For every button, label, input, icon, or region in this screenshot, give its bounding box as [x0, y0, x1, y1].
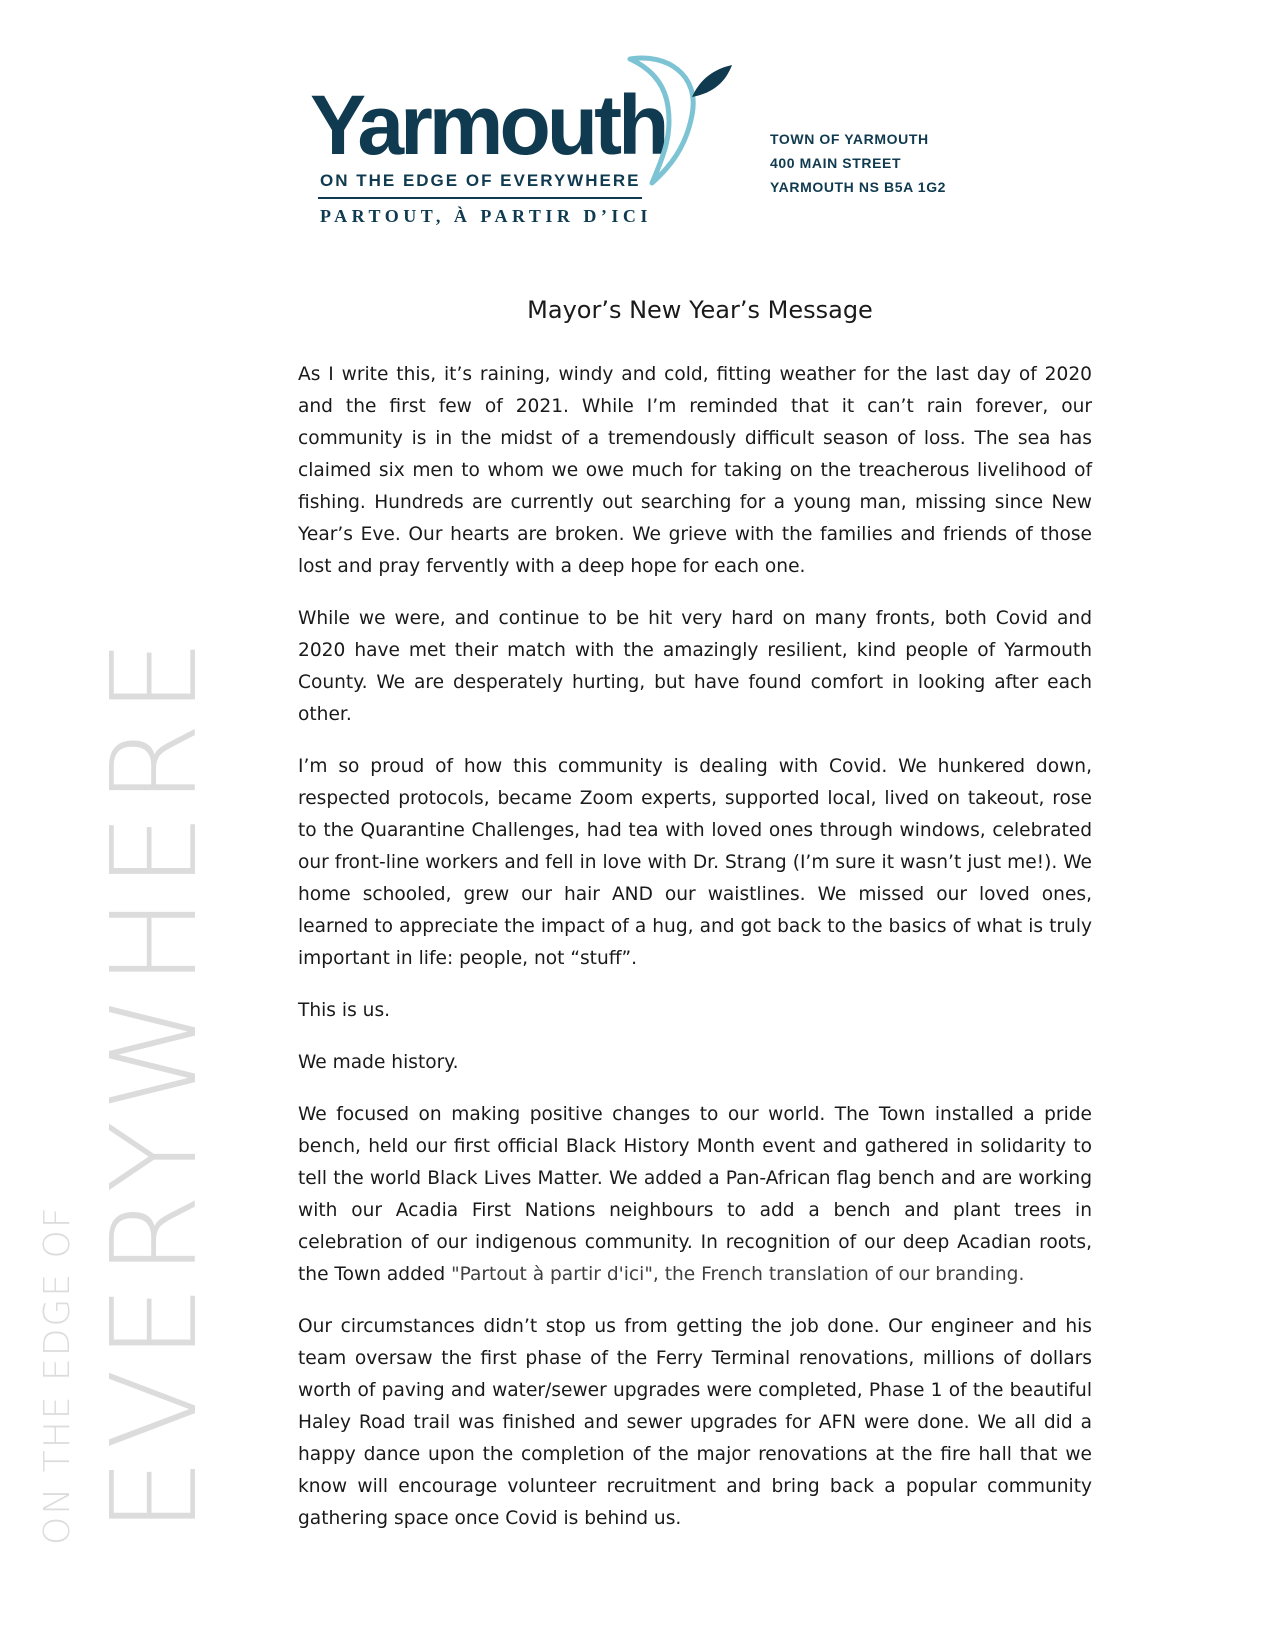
leaf-icon — [622, 55, 732, 190]
logo-tagline: ON THE EDGE OF EVERYWHERE — [320, 171, 641, 190]
letter-body — [298, 359, 1092, 1555]
logo-wordmark: Yarmouth — [310, 78, 666, 172]
watermark-large-text: EVERYWHERE — [85, 630, 223, 1533]
paragraph-6-french-branding: "Partout à partir d'ici", the French translation of our branding. — [451, 1264, 1025, 1285]
paragraph-4: This is us. — [298, 1000, 391, 1021]
paragraph-5: We made history. — [298, 1052, 459, 1073]
letter-title: Mayor’s New Year’s Message — [527, 296, 873, 324]
paragraph-6 — [298, 1099, 1092, 1291]
paragraph-7: Our circumstances didn’t stop us from getting the job done. Our engineer and his team oversaw the first phase of the Ferry Terminal renovations, millions of dollars worth of paving and water/sewer upgrades were completed, Phase 1 of the beautiful Haley Road trail was finished and sewer upgrades for AFN were done. We all did a happy dance upon the completion of the major renovations at the fire hall that we know will encourage volunteer recruitment and bring back a popular community gathering space once Covid is behind us. — [298, 1316, 1092, 1529]
town-logo — [300, 55, 730, 240]
logo-tagline-french: PARTOUT, À PARTIR D’ICI — [320, 206, 652, 226]
address-line-1: TOWN OF YARMOUTH — [770, 131, 929, 147]
logo-divider — [318, 197, 642, 199]
paragraph-2: While we were, and continue to be hit very hard on many fronts, both Covid and 2020 have met their match with the amazingly resilient, kind people of Yarmouth County. We are desperately hurting, but have found comfort in looking after each other. — [298, 608, 1092, 725]
town-address — [770, 127, 946, 199]
address-line-3: YARMOUTH NS B5A 1G2 — [770, 179, 947, 195]
address-line-2: 400 MAIN STREET — [770, 155, 902, 171]
paragraph-1: As I write this, it’s raining, windy and cold, fitting weather for the last day of 2020 and the first few of 2021. While I’m reminded that it can’t rain forever, our community is in the midst of a tremendously difficult season of loss. The sea has claimed six men to whom we owe much for taking on the treacherous livelihood of fishing. Hundreds are currently out searching for a young man, missing since New Year’s Eve. Our hearts are broken. We grieve with the families and friends of those lost and pray fervently with a deep hope for each one. — [298, 364, 1092, 577]
watermark-small-text: ON THE EDGE OF — [37, 1205, 78, 1545]
paragraph-3: I’m so proud of how this community is dealing with Covid. We hunkered down, respected protocols, became Zoom experts, supported local, lived on takeout, rose to the Quarantine Challenges, had tea with loved ones through windows, celebrated our front-line workers and fell in love with Dr. Strang (I’m sure it wasn’t just me!). We home schooled, grew our hair AND our waistlines. We missed our loved ones, learned to appreciate the impact of a hug, and got back to the basics of what is truly important in life: people, not “stuff”. — [298, 756, 1092, 969]
paragraph-6-text: We focused on making positive changes to our world. The Town installed a pride bench, held our first official Black History Month event and gathered in solidarity to tell the world Black Lives Matter. We added a Pan-African flag bench and are working with our Acadia First Nations neighbours to add a bench and plant trees in celebration of our indigenous community. In recognition of our deep Acadian roots, the Town added — [298, 1104, 1092, 1285]
